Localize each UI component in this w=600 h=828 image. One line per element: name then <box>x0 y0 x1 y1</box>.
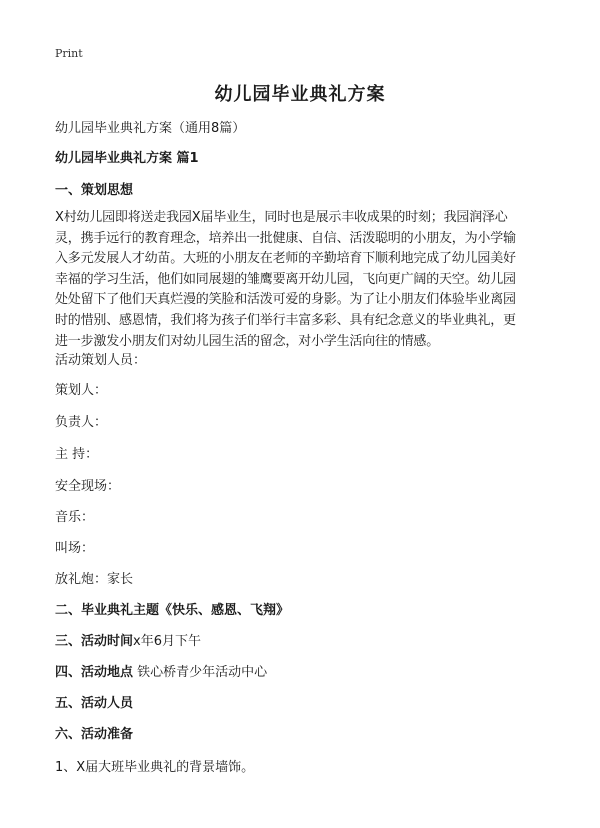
staff-responsible: 负责人： <box>55 415 108 430</box>
intro-line: 灵，携手远行的教育理念，培养出一批健康、自信、活泼聪明的小朋友，为小学输 <box>55 230 516 246</box>
document-subtitle: 幼儿园毕业典礼方案（通用8篇） <box>55 121 246 136</box>
intro-line: 幸福的学习生活，他们如同展翅的雏鹰要离开幼儿园，飞向更广阔的天空。幼儿园 <box>55 271 516 287</box>
heading-theme: 二、毕业典礼主题《快乐、感恩、飞翔》 <box>55 603 290 618</box>
heading-preparation: 六、活动准备 <box>55 727 134 742</box>
heading-time-value: x年6月下午 <box>133 634 201 649</box>
staff-planner: 策划人： <box>55 383 108 398</box>
staff-caller: 叫场： <box>55 541 95 556</box>
staff-host: 主 持： <box>55 447 99 462</box>
staff-heading: 活动策划人员： <box>55 353 147 368</box>
section-title: 幼儿园毕业典礼方案 篇1 <box>55 151 199 166</box>
intro-line: 进一步激发小朋友们对幼儿园生活的留念，对小学生活向往的情感。 <box>55 333 440 349</box>
document-title: 幼儿园毕业典礼方案 <box>214 84 386 105</box>
intro-line: X村幼儿园即将送走我园X届毕业生，同时也是展示丰收成果的时刻；我园润泽心 <box>55 210 508 225</box>
heading-location <box>55 662 555 684</box>
staff-safety: 安全现场： <box>55 479 121 494</box>
heading-location-label: 四、活动地点 <box>55 665 134 680</box>
heading-planning-idea: 一、策划思想 <box>55 183 134 198</box>
preparation-item-1: 1、X届大班毕业典礼的背景墙饰。 <box>55 760 255 775</box>
intro-line: 处处留下了他们天真烂漫的笑脸和活泼可爱的身影。为了让小朋友们体验毕业离园 <box>55 292 516 308</box>
intro-paragraph <box>55 208 555 352</box>
heading-participants: 五、活动人员 <box>55 696 134 711</box>
intro-line: 时的惜别、感恩情，我们将为孩子们举行丰富多彩、具有纪念意义的毕业典礼，更 <box>55 312 516 328</box>
staff-music: 音乐： <box>55 510 95 525</box>
staff-fireworks: 放礼炮：家长 <box>55 572 134 587</box>
intro-line: 入多元发展人才幼苗。大班的小朋友在老师的辛勤培育下顺利地完成了幼儿园美好 <box>55 251 516 267</box>
heading-time <box>55 631 555 653</box>
print-label: Print <box>55 47 83 60</box>
heading-time-label: 三、活动时间 <box>55 634 134 649</box>
heading-location-value: 铁心桥青少年活动中心 <box>137 665 268 680</box>
